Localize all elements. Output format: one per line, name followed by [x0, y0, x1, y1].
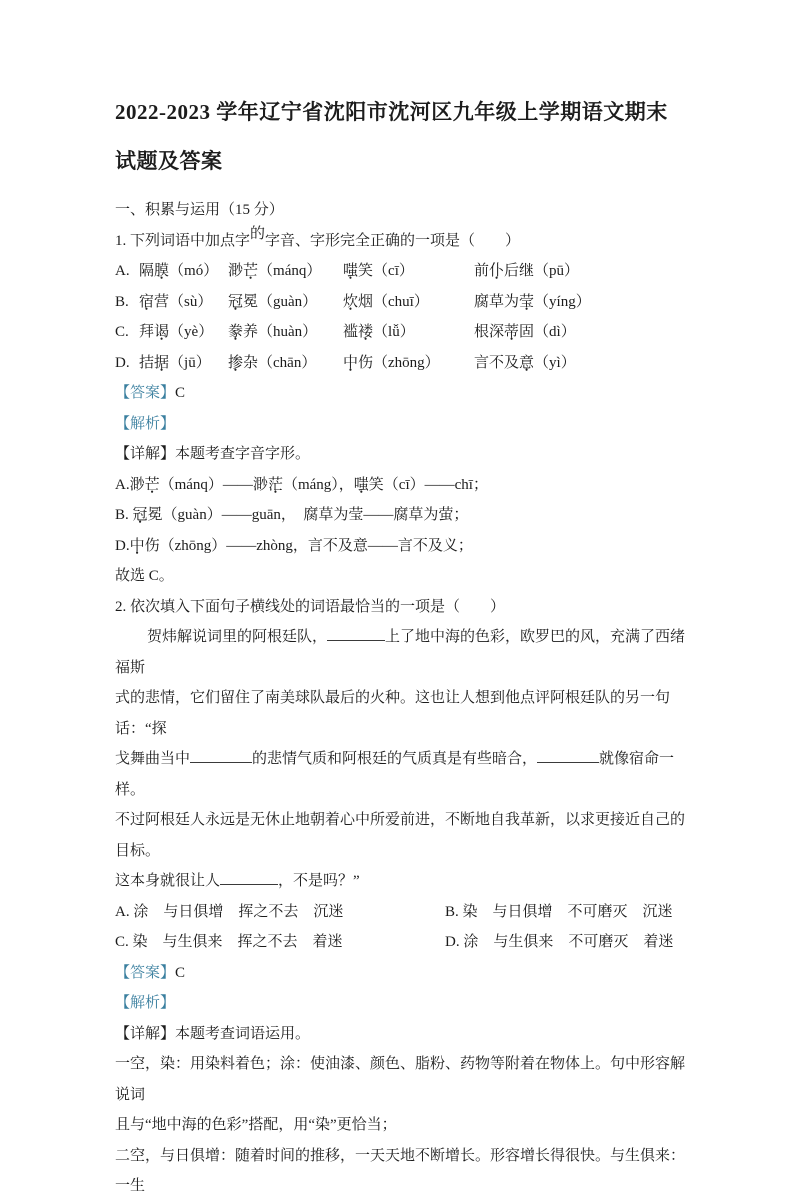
text-segment: 冕（guàn） [243, 293, 318, 310]
q2-para-line2 [115, 683, 687, 744]
text-segment: 固（dì） [519, 324, 576, 340]
q1-option-c-word2 [228, 317, 343, 348]
q1-option-a [115, 256, 687, 287]
text-segment: 伤（zhōng） [358, 354, 440, 371]
q1-option-b-word3 [343, 287, 474, 318]
text-segment: 拮 [139, 354, 155, 371]
document-title-line2: 试题及答案 [115, 149, 223, 173]
text-segment: 豢 [228, 324, 244, 340]
text-segment: A.渺 [115, 476, 145, 493]
text-segment: （yì） [534, 354, 576, 371]
q1-answer-label: 【答案】 [115, 385, 176, 401]
q1-answer-line [115, 378, 687, 409]
q1-option-c-label: C. [115, 324, 129, 340]
q2-options-row1 [115, 897, 687, 928]
text-segment: 养（huàn） [243, 324, 318, 340]
blank-underline [327, 626, 385, 641]
text-segment: 冠 [228, 293, 244, 310]
q1-option-a-word1 [139, 256, 228, 287]
text-segment: 贺炜解说词里的阿根廷队， [147, 629, 328, 645]
text-segment: 隔 [139, 263, 155, 279]
q1-option-d-label: D. [115, 354, 130, 371]
q2-para-line5 [115, 866, 687, 897]
text-segment: 蒂 [504, 324, 520, 340]
text-segment: D. [115, 537, 130, 554]
q1-option-c-word4 [474, 317, 687, 348]
text-segment: 言不及 [474, 354, 520, 371]
blank-underline [190, 748, 252, 763]
q2-option-d: D. 涂 与生俱来 不可磨灭 着迷 [445, 934, 674, 950]
q1-option-a-word3 [343, 256, 474, 287]
text-segment: 式的悲情，它们留住了南美球队最后的火种。这也让人想到他点评阿根廷队的另一句话：“探 [115, 690, 671, 737]
q2-para-line3 [115, 744, 687, 805]
text-segment: 中 [343, 354, 359, 371]
document-title [115, 88, 687, 186]
text-segment: （mánq） [258, 263, 322, 279]
q1-expl-d [115, 531, 687, 562]
q1-expl-b [115, 500, 687, 531]
text-segment: （lǚ） [373, 324, 415, 340]
text-segment: 的 [250, 225, 266, 242]
text-segment: 字音、字形完全正确的一项是（ ） [265, 232, 521, 249]
text-segment: 的悲情气质和阿根廷的气质真是有些暗合， [252, 751, 538, 767]
q1-option-a-word2 [228, 256, 343, 287]
blank-underline [220, 870, 278, 885]
text-segment: 杂（chān） [243, 354, 317, 371]
text-segment: 莹 [519, 293, 535, 310]
text-segment: 芒 [144, 476, 160, 493]
text-segment: 前 [474, 263, 490, 279]
q1-option-b-word1 [139, 287, 228, 318]
q1-option-c [115, 317, 687, 348]
q1-conclusion: 故选 C。 [115, 568, 174, 584]
q2-para-line4 [115, 805, 687, 866]
text-segment: 戈舞曲当中 [115, 751, 191, 767]
text-segment: 不过阿根廷人永远是无休止地朝着心中所爱前进，不断地自我革新，以求更接近自己的目标。 [115, 812, 686, 859]
text-segment: 据 [154, 354, 170, 371]
text-segment: 嗤 [343, 263, 359, 279]
text-segment: （mánq）——渺 [159, 476, 268, 493]
text-segment: ，不是吗？” [278, 873, 360, 889]
q1-option-b-label: B. [115, 293, 129, 310]
q1-answer-value: C [175, 385, 186, 401]
q1-option-d [115, 348, 687, 379]
q2-expl-line2: 且与“地中海的色彩”搭配，用“染”更恰当； [115, 1117, 397, 1133]
text-segment: 渺 [228, 263, 244, 279]
q2-option-c: C. 染 与生俱来 挥之不去 着迷 [115, 934, 343, 950]
section-heading: 一、积累与运用（15 分） [115, 202, 284, 218]
text-segment: （yíng） [534, 293, 591, 310]
q1-detail: 【详解】本题考查字音字形。 [115, 446, 311, 462]
q2-expl-line3: 二空，与日俱增：随着时间的推移，一天天地不断增长。形容增长得很快。与生俱来：一生 [115, 1147, 686, 1194]
q2-answer-value: C [175, 964, 186, 981]
text-segment: 笑（cī）——chī； [368, 476, 488, 493]
text-segment: 宿 [139, 293, 155, 310]
q2-detail: 【详解】本题考查词语运用。 [115, 1025, 311, 1042]
q1-option-c-word3 [343, 317, 474, 348]
q2-option-a: A. 涂 与日俱增 挥之不去 沉迷 [115, 903, 344, 920]
q1-option-a-word4 [474, 256, 687, 287]
text-segment: 笑 [358, 263, 374, 279]
text-segment: 冠 [132, 507, 148, 523]
text-segment: 中 [129, 537, 145, 554]
text-segment: 营（sù） [154, 293, 213, 310]
text-segment: 伤（zhōng）——zhòng，言不及意——言不及义； [144, 537, 473, 554]
text-segment: 冕（guàn）——guān， 腐草为莹——腐草为萤； [147, 507, 469, 523]
q2-para-line1 [115, 622, 687, 683]
q1-option-b-word4 [474, 287, 687, 318]
text-segment: 1. 下列词语中加点字 [115, 232, 251, 249]
text-segment: 仆 [489, 263, 505, 279]
text-segment: （máng）， [282, 476, 354, 493]
q2-answer-line [115, 958, 687, 989]
text-segment: （jū） [169, 354, 211, 371]
text-segment: 嗤 [353, 476, 369, 493]
document-title-line1: 2022-2023 学年辽宁省沈阳市沈河区九年级上学期语文期末 [115, 100, 668, 124]
text-segment: 芒 [243, 263, 259, 279]
q1-option-c-word1 [139, 317, 228, 348]
text-segment: 褴 [343, 324, 359, 340]
q2-option-b: B. 染 与日俱增 不可磨灭 沉迷 [445, 903, 673, 920]
text-segment: 炊 [343, 293, 359, 310]
text-segment: B. [115, 507, 133, 523]
text-segment: 褛 [358, 324, 374, 340]
q1-stem [115, 226, 687, 257]
q1-expl-a [115, 470, 687, 501]
q1-option-d-word1 [139, 348, 228, 379]
q1-option-b [115, 287, 687, 318]
text-segment: 谒 [154, 324, 170, 340]
text-segment: 腐草为 [474, 293, 520, 310]
q1-analysis-label: 【解析】 [115, 415, 176, 432]
q1-option-d-word4 [474, 348, 687, 379]
text-segment: 后继（pū） [504, 263, 580, 279]
text-segment: 掺 [228, 354, 244, 371]
text-segment: 就像宿命一样。 [115, 751, 675, 798]
text-segment: （yè） [169, 324, 214, 340]
text-segment: 膜 [154, 263, 170, 279]
text-segment: 上了地中海的色彩，欧罗巴的风，充满了西绪福斯 [115, 629, 686, 676]
text-segment: 根深 [474, 324, 505, 340]
q2-stem: 2. 依次填入下面句子横线处的词语最恰当的一项是（ ） [115, 598, 506, 615]
q1-option-d-word2 [228, 348, 343, 379]
q1-option-d-word3 [343, 348, 474, 379]
q2-answer-label: 【答案】 [115, 964, 176, 981]
text-segment: 这本身就很让人 [115, 873, 221, 889]
text-segment: 意 [519, 354, 535, 371]
text-segment: 茫 [267, 476, 283, 493]
text-segment: （mó） [169, 263, 219, 279]
text-segment: 烟（chuī） [358, 293, 429, 310]
q2-options-row2 [115, 927, 687, 958]
q2-expl-line1: 一空，染：用染料着色；涂：使油漆、颜色、脂粉、药物等附着在物体上。句中形容解说词 [115, 1056, 686, 1103]
q1-option-b-word2 [228, 287, 343, 318]
text-segment: （cī） [373, 263, 414, 279]
q2-analysis-label: 【解析】 [115, 995, 176, 1011]
q1-option-a-label: A. [115, 263, 130, 279]
text-segment: 拜 [139, 324, 155, 340]
blank-underline [537, 748, 599, 763]
